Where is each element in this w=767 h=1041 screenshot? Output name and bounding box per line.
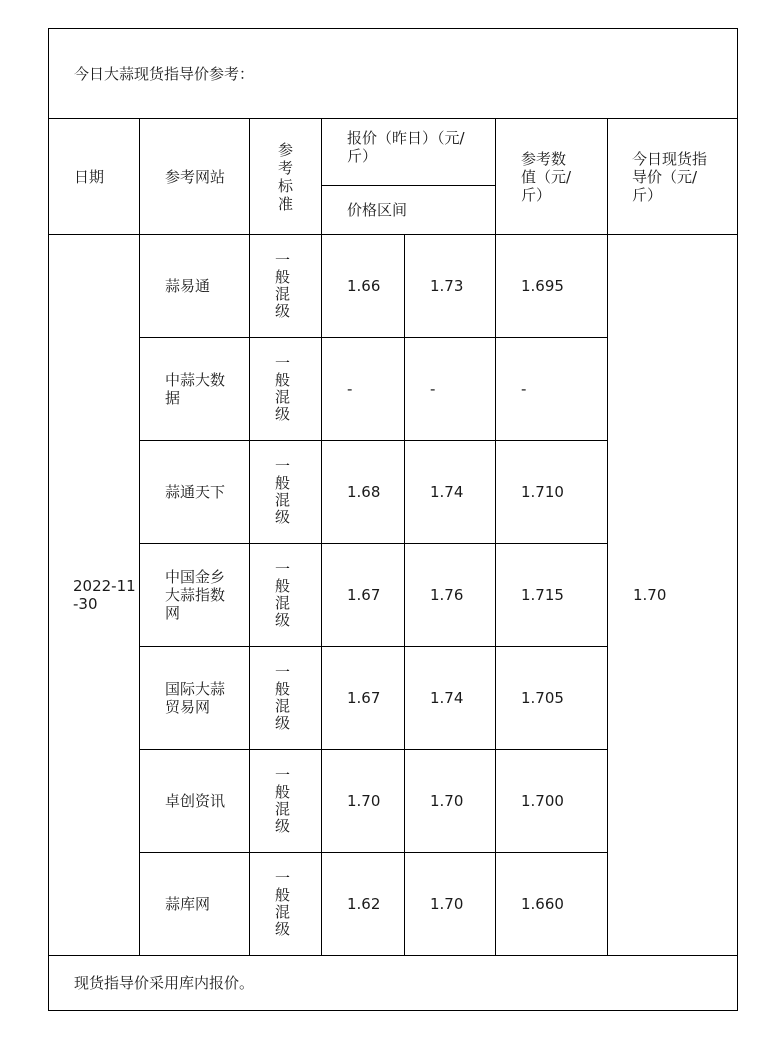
ref-value-cell: 1.660	[496, 853, 608, 956]
ref-value-cell: 1.695	[496, 235, 608, 338]
site-cell: 国际大蒜贸易网	[140, 647, 250, 750]
price-low-cell: 1.62	[322, 853, 405, 956]
date-cell: 2022-11-30	[49, 235, 140, 956]
price-high-cell: 1.74	[405, 647, 496, 750]
ref-value-cell: 1.715	[496, 544, 608, 647]
standard-cell: 一般混级	[250, 544, 322, 647]
standard-cell: 一般混级	[250, 235, 322, 338]
price-high-cell: 1.74	[405, 441, 496, 544]
standard-cell: 一般混级	[250, 441, 322, 544]
price-low-cell: 1.67	[322, 647, 405, 750]
standard-cell: 一般混级	[250, 853, 322, 956]
footer-row	[49, 956, 738, 1011]
header-site: 参考网站	[140, 119, 250, 235]
price-high-cell: -	[405, 338, 496, 441]
standard-cell: 一般混级	[250, 647, 322, 750]
table-title: 今日大蒜现货指导价参考：	[49, 29, 738, 119]
ref-value-cell: 1.710	[496, 441, 608, 544]
standard-cell: 一般混级	[250, 338, 322, 441]
standard-cell: 一般混级	[250, 750, 322, 853]
header-row-1	[49, 119, 738, 186]
price-low-cell: -	[322, 338, 405, 441]
price-high-cell: 1.76	[405, 544, 496, 647]
header-price-yesterday: 报价（昨日）（元/斤）	[322, 119, 496, 186]
header-price-range: 价格区间	[322, 186, 496, 235]
site-cell: 中国金乡大蒜指数网	[140, 544, 250, 647]
site-cell: 蒜易通	[140, 235, 250, 338]
price-table	[48, 28, 738, 1011]
price-high-cell: 1.70	[405, 750, 496, 853]
site-cell: 卓创资讯	[140, 750, 250, 853]
price-low-cell: 1.67	[322, 544, 405, 647]
header-ref-value: 参考数值（元/斤）	[496, 119, 608, 235]
ref-value-cell: 1.700	[496, 750, 608, 853]
header-standard: 参考标准	[250, 119, 322, 235]
price-low-cell: 1.68	[322, 441, 405, 544]
site-cell: 蒜库网	[140, 853, 250, 956]
price-low-cell: 1.70	[322, 750, 405, 853]
header-guide-price: 今日现货指导价（元/斤）	[608, 119, 738, 235]
header-date: 日期	[49, 119, 140, 235]
ref-value-cell: 1.705	[496, 647, 608, 750]
site-cell: 蒜通天下	[140, 441, 250, 544]
table-row	[49, 235, 738, 338]
price-high-cell: 1.70	[405, 853, 496, 956]
footer-note: 现货指导价采用库内报价。	[49, 956, 738, 1011]
price-low-cell: 1.66	[322, 235, 405, 338]
ref-value-cell: -	[496, 338, 608, 441]
price-high-cell: 1.73	[405, 235, 496, 338]
site-cell: 中蒜大数据	[140, 338, 250, 441]
guide-price-cell: 1.70	[608, 235, 738, 956]
title-row	[49, 29, 738, 119]
